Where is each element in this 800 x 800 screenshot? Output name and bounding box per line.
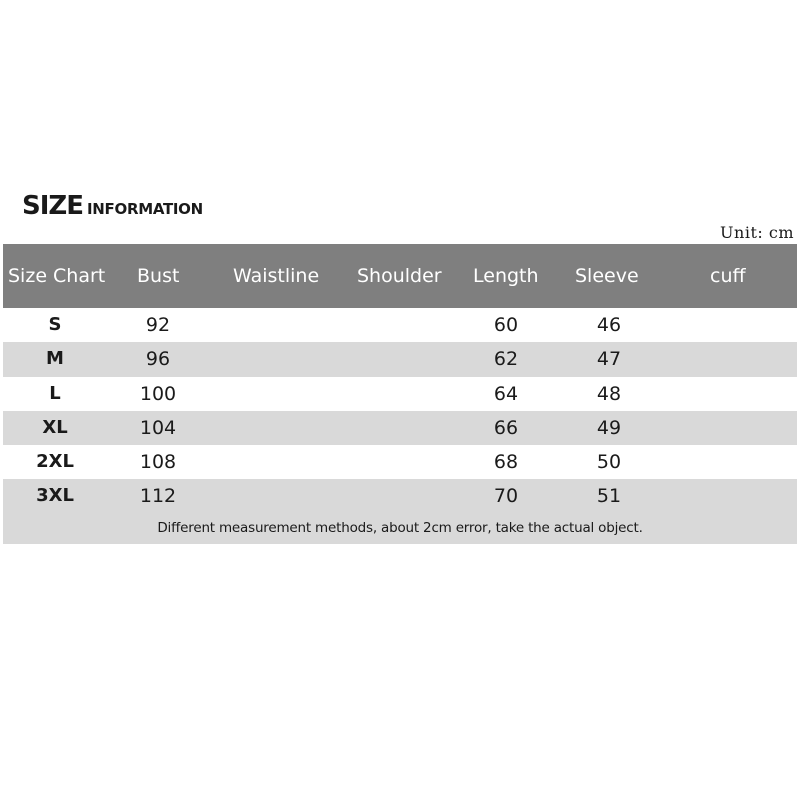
header-length: Length (473, 265, 539, 287)
cell-cuff (689, 377, 769, 411)
cell-waistline (238, 308, 318, 342)
cell-length: 70 (493, 485, 519, 508)
title-sub: INFORMATION (87, 200, 203, 218)
cell-size: S (48, 314, 62, 335)
title-main: SIZE (22, 191, 84, 221)
cell-sleeve: 47 (596, 348, 622, 371)
cell-length: 66 (493, 416, 519, 439)
table-header (3, 244, 797, 308)
cell-waistline (238, 445, 318, 479)
cell-bust: 100 (139, 382, 177, 405)
cell-length: 64 (493, 382, 519, 405)
table-body (3, 308, 797, 514)
cell-bust: 104 (139, 416, 177, 439)
cell-size: L (49, 382, 61, 404)
cell-size: 2XL (36, 451, 74, 473)
measurement-note: Different measurement methods, about 2cm error, take the actual object. (3, 514, 797, 544)
cell-size: M (46, 348, 64, 370)
cell-sleeve: 46 (596, 314, 622, 336)
header-shoulder: Shoulder (357, 265, 442, 287)
header-sleeve: Sleeve (575, 265, 639, 287)
cell-waistline (238, 377, 318, 411)
page-title (22, 193, 203, 219)
cell-shoulder (360, 411, 440, 445)
table-row (3, 342, 797, 376)
cell-cuff (689, 342, 769, 376)
cell-waistline (238, 342, 318, 376)
cell-sleeve: 48 (596, 382, 622, 405)
cell-bust: 112 (139, 485, 177, 508)
unit-label: Unit: cm (720, 223, 794, 242)
cell-cuff (689, 308, 769, 342)
table-row (3, 411, 797, 445)
size-table (3, 244, 797, 544)
cell-cuff (689, 445, 769, 479)
cell-shoulder (360, 445, 440, 479)
cell-length: 68 (493, 451, 519, 474)
cell-shoulder (360, 479, 440, 513)
cell-bust: 108 (139, 451, 177, 474)
cell-sleeve: 51 (596, 485, 622, 508)
cell-shoulder (360, 342, 440, 376)
cell-sleeve: 49 (596, 416, 622, 439)
cell-cuff (689, 411, 769, 445)
cell-length: 60 (493, 314, 519, 336)
cell-sleeve: 50 (596, 451, 622, 474)
cell-bust: 96 (145, 348, 171, 371)
header-cuff: cuff (710, 265, 746, 287)
table-row (3, 377, 797, 411)
header-bust: Bust (137, 265, 180, 287)
cell-waistline (238, 411, 318, 445)
header-waistline: Waistline (233, 265, 320, 287)
cell-waistline (238, 479, 318, 513)
table-row (3, 445, 797, 479)
cell-length: 62 (493, 348, 519, 371)
table-row (3, 479, 797, 513)
cell-size: XL (42, 416, 68, 438)
cell-cuff (689, 479, 769, 513)
header-size-chart: Size Chart (8, 265, 106, 287)
cell-shoulder (360, 377, 440, 411)
table-row (3, 308, 797, 342)
cell-size: 3XL (36, 485, 74, 507)
cell-bust: 92 (145, 314, 171, 336)
cell-shoulder (360, 308, 440, 342)
